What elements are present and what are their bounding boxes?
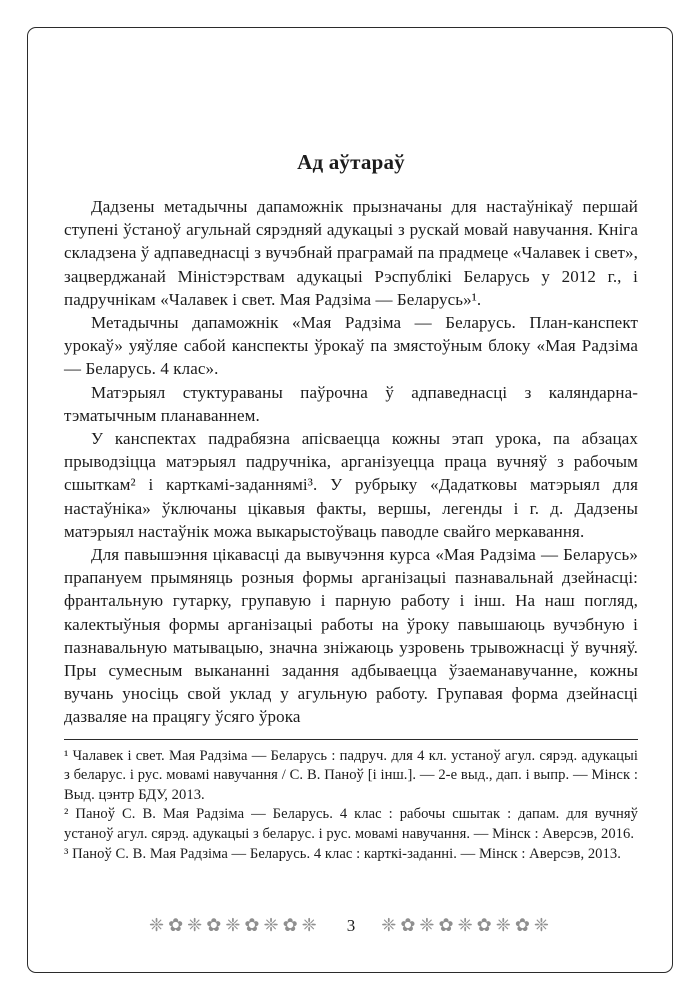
footnote-divider [64,739,638,740]
page-number: 3 [346,915,356,935]
paragraph-5: Для павышэння цікавасці да вывучэння курса «Мая Радзіма — Беларусь» прапануем прымяняць розныя формы арганізацыі пазнавальнай дзейнасці: франтальную гутарку, групавую і парную работу і інш. На наш погляд, калектыўныя формы арганізацыі работы на ўроку павышаюць вучэбную і пазнавальную матывацыю, значна зніжаюць узровень трывожнасці ў вучняў. Пры сумесным выкананні задання адбываецца ўзаеманавучанне, кожны вучань уносіць свой уклад у агульную работу. Групавая форма дзейнасці дазваляе на працягу ўсяго ўрока [64,545,638,727]
page-title: Ад аўтараў [297,150,405,174]
footnote-3: ³ Паноў С. В. Мая Радзіма — Беларусь. 4 клас : карткі-заданні. — Мінск : Аверсэв, 2013. [64,845,621,862]
ornament-left-icon: ❈✿❈✿❈✿❈✿❈ [149,915,321,935]
paragraph-3: Матэрыял стуктураваны паўрочна ў адпаведнасці з каляндарна-тэматычным планаваннем. [64,382,638,425]
page-footer [64,916,638,934]
page-content [64,150,638,864]
footnote-1: ¹ Чалавек і свет. Мая Радзіма — Беларусь : падруч. для 4 кл. устаноў агул. сярэд. адукацыі з беларус. і рус. мовамі навучання / С. В. Паноў [і інш.]. — 2-е выд., дап. і выпр. — Мінск : Выд. цэнтр БДУ, 2013. [64,747,638,803]
paragraph-1: Дадзены метадычны дапаможнік прызначаны для настаўнікаў першай ступені ўстаноў агульнай сярэдняй адукацыі з рускай мовай навучання. Кніга складзена ў адпаведнасці з вучэбнай праграмай па прадмеце «Чалавек і свет», зацверджанай Міністэрствам адукацыі Рэспублікі Беларусь у 2012 г., і падручнікам «Чалавек і свет. Мая Радзіма — Беларусь»¹. [64,197,638,309]
body-text [64,195,638,729]
footnote-2: ² Паноў С. В. Мая Радзіма — Беларусь. 4 клас : рабочы сшытак : дапам. для вучняў устаноў агул. сярэд. адукацыі з беларус. і рус. мовамі навучання. — Мінск : Аверсэв, 2016. [64,806,638,843]
paragraph-4: У канспектах падрабязна апісваецца кожны этап урока, па абзацах прыводзіцца матэрыял падручніка, арганізуецца праца вучняў з рабочым сшыткам² і карткамі-заданнямі³. У рубрыку «Дадатковы матэрыял для настаўніка» ўключаны цікавыя факты, вершы, легенды і г. д. Дадзены матэрыял настаўнік можа выкарыстоўваць паводле свайго меркавання. [64,429,638,541]
ornament-right-icon: ❈✿❈✿❈✿❈✿❈ [381,915,553,935]
paragraph-2: Метадычны дапаможнік «Мая Радзіма — Беларусь. План-канспект урокаў» уяўляе сабой канспекты ўрокаў па змястоўным блоку «Мая Радзіма — Беларусь. 4 клас». [64,313,638,379]
footnotes-section [64,739,638,865]
